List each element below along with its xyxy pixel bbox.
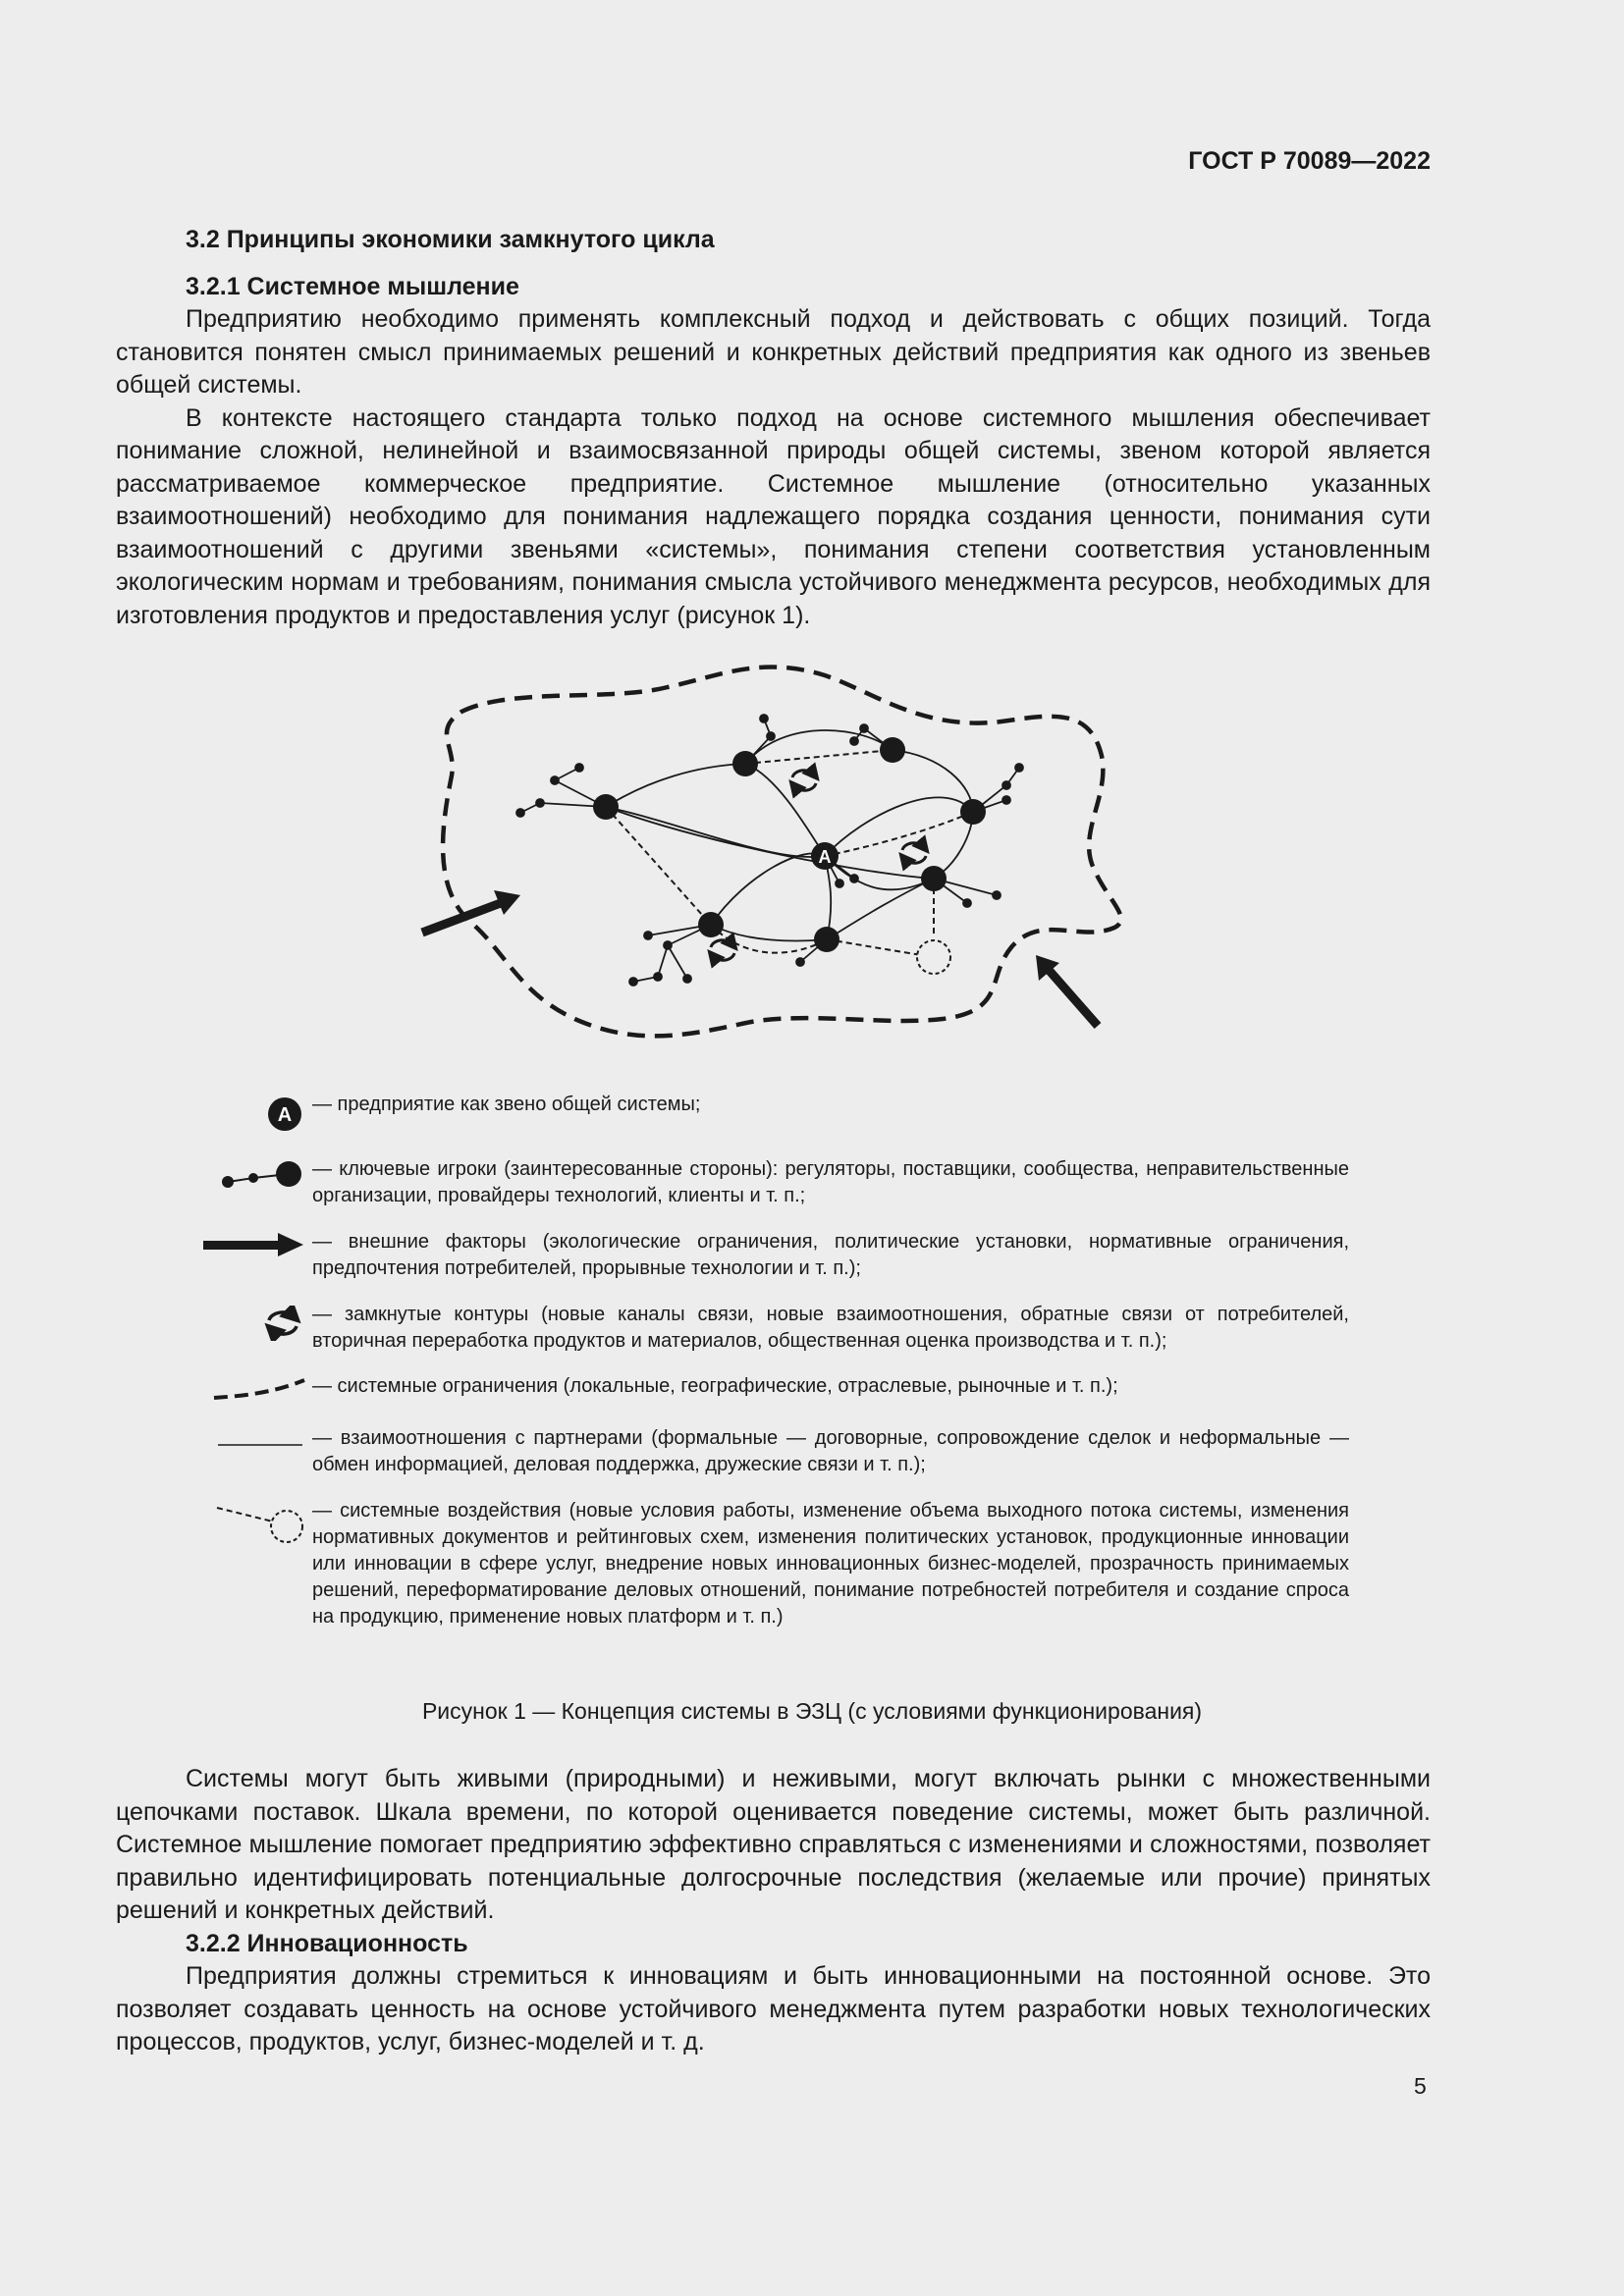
system-concept-diagram xyxy=(0,653,1624,1060)
section-3-2-1-block xyxy=(116,224,1431,632)
key-player-nodes xyxy=(593,737,986,952)
figure-caption: Рисунок 1 — Концепция системы в ЭЗЦ (с условиями функционирования) xyxy=(421,1698,1203,1724)
post-figure-block xyxy=(116,1763,1431,2059)
system-impact-node xyxy=(917,940,950,974)
legend-item-boundaries: — системные ограничения (локальные, географические, отраслевые, рыночные и т. п.); xyxy=(312,1375,1118,1397)
section-heading-3-2: 3.2 Принципы экономики замкнутого цикла xyxy=(186,226,715,253)
system-boundary xyxy=(443,667,1121,1037)
paragraph: В контексте настоящего стандарта только подход на основе системного мышления обеспечивает понимание сложной, нелинейной и взаимосвязанной природы общей системы, звеном которой является рассматриваемое коммерческое предприятие. Системное мышление (относительно указанных взаимоотношений) необходимо для понимания надлежащего порядка создания ценности, понимания сути взаимоотношений с другими звеньями «системы», понимания степени соответствия установленным экологическим нормам и требованиям, понимания смысла устойчивого менеджмента ресурсов, необходимых для изготовления продуктов и предоставления услуг (рисунок 1). xyxy=(116,403,1431,629)
subsection-heading-3-2-1: 3.2.1 Системное мышление xyxy=(186,272,519,300)
key-players-icon xyxy=(218,1158,308,1194)
enterprise-a-icon-label: A xyxy=(277,1104,293,1126)
external-factor-arrows xyxy=(422,890,1098,1026)
system-impact-icon xyxy=(214,1502,307,1546)
partner-relationships xyxy=(606,730,973,941)
subsection-heading-3-2-2: 3.2.2 Инновационность xyxy=(186,1929,468,1957)
arrow-icon xyxy=(201,1231,304,1258)
enterprise-a-icon xyxy=(265,1095,304,1134)
paragraph: Предприятию необходимо применять комплексный подход и действовать с общих позиций. Тогда становится понятен смысл принимаемых решений и конкретных действий предприятия как одного из звеньев общей системы. xyxy=(116,305,1431,399)
loop-icon xyxy=(261,1306,304,1341)
legend-item-external-factors: — внешние факторы (экологические ограничения, политические установки, нормативные ограничения, предпочтения потребителей, прорывные технологии и т. п.); xyxy=(312,1231,1349,1279)
paragraph: Системы могут быть живыми (природными) и неживыми, могут включать рынки с множественными цепочками поставок. Шкала времени, по которой оценивается поведение системы, может быть различной. Системное мышление помогает предприятию эффективно справляться с изменениями и сложностями, позволяет правильно идентифицировать потенциальные долгосрочные последствия (желаемые или прочие) принятых решений и конкретных действий. xyxy=(116,1765,1431,1924)
legend-item-system-impacts: — системные воздействия (новые условия работы, изменение объема выходного потока системы, изменения нормативных документов и рейтинговых схем, изменения политических установок, продукционные инновации или инновации в сфере услуг, внедрение новых инновационных бизнес-моделей, прозрачность принимаемых решений, переформатирование деловых отношений, понимание потребностей потребителя и создание спроса на продукцию, применение новых платформ и т. п.) xyxy=(312,1500,1349,1628)
legend-item-loops: — замкнутые контуры (новые каналы связи, новые взаимоотношения, обратные связи от потребителей, вторичная переработка продуктов и материалов, общественная оценка производства и т. п.); xyxy=(312,1304,1349,1352)
legend-item-enterprise: — предприятие как звено общей системы; xyxy=(312,1094,701,1115)
page-number: 5 xyxy=(1414,2073,1427,2099)
enterprise-a-label: A xyxy=(818,847,832,867)
legend-item-key-players: — ключевые игроки (заинтересованные стороны): регуляторы, поставщики, сообщества, неправительственные организации, провайдеры технологий, клиенты и т. п.; xyxy=(312,1158,1349,1206)
solid-line-icon xyxy=(216,1439,304,1449)
satellite-nodes xyxy=(516,715,1023,986)
legend-item-partners: — взаимоотношения с партнерами (формальные — договорные, сопровождение сделок и неформальные — обмен информацией, деловая поддержка, дружеские связи и т. п.); xyxy=(312,1427,1349,1475)
paragraph: Предприятия должны стремиться к инновациям и быть инновационными на постоянной основе. Это позволяет создавать ценность на основе устойчивого менеджмента путем разработки новых технологических процессов, продуктов, услуг, бизнес-моделей и т. д. xyxy=(116,1962,1431,2056)
document-header: ГОСТ Р 70089—2022 xyxy=(1188,147,1431,175)
dashed-boundary-icon xyxy=(211,1374,309,1404)
